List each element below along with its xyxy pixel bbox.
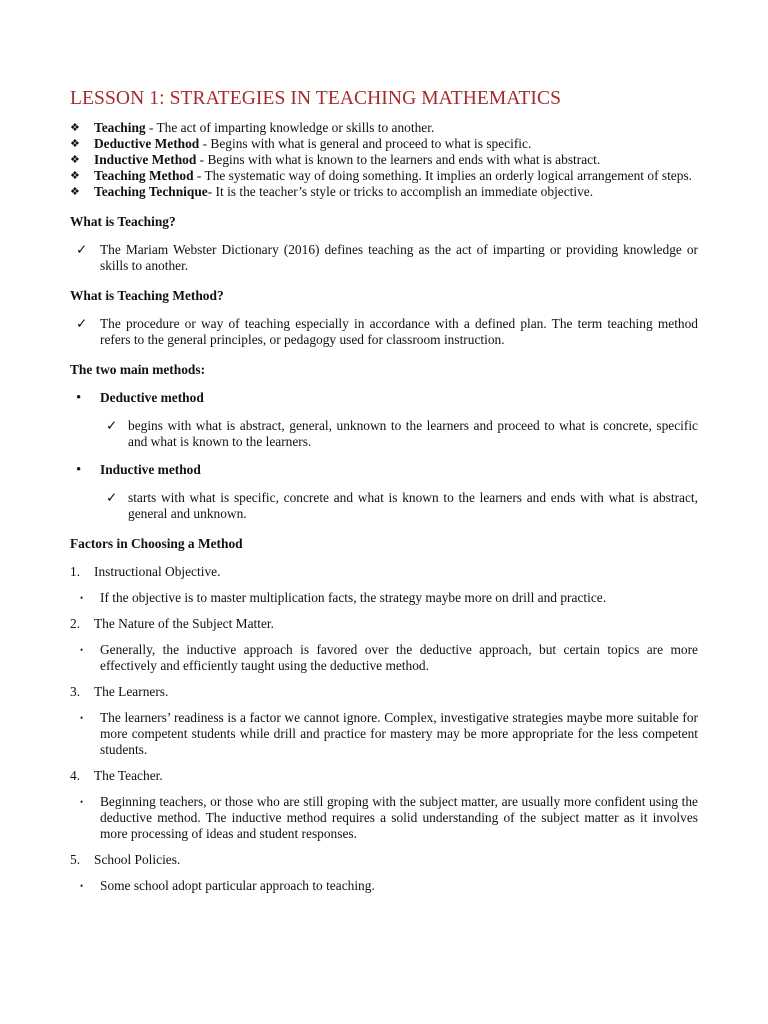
paragraph: Generally, the inductive approach is favored over the deductive approach, but certain topics are more effectively and efficiently taught using the deductive method. [100,642,698,673]
definition-list [70,120,698,200]
factor-number: 4. [70,768,81,783]
factor-number: 5. [70,852,81,867]
factor-label: The Nature of the Subject Matter. [94,616,274,631]
bullet-item [70,390,698,406]
factor-label: The Learners. [94,684,169,699]
section-heading: What is Teaching? [70,214,176,229]
definition-text: - Begins with what is known to the learners and ends with what is abstract. [196,152,601,167]
diamond-bullet-icon: ❖ [70,186,80,198]
diamond-bullet-icon: ❖ [70,170,80,182]
factor-number: 1. [70,564,81,579]
paragraph: The learners’ readiness is a factor we cannot ignore. Complex, investigative strategies maybe more suitable for more competent students while drill and practice for mastery may be more appropriate for the less competent students. [100,710,698,757]
definition-item [70,136,698,152]
factor-detail [70,590,698,606]
section-heading: What is Teaching Method? [70,288,224,303]
factor-number: 3. [70,684,81,699]
factor-item [70,564,698,580]
diamond-bullet-icon: ❖ [70,154,80,166]
bullet-icon: • [76,390,82,406]
factor-number: 2. [70,616,81,631]
check-item [70,242,698,274]
factor-label: The Teacher. [94,768,163,783]
factor-item [70,616,698,632]
checkmark-icon: ✓ [76,316,88,331]
definition-term: Deductive Method [94,136,200,151]
bullet-item [70,462,698,478]
factor-detail [70,878,698,894]
check-item [70,316,698,348]
paragraph: The Mariam Webster Dictionary (2016) defines teaching as the act of imparting or providing knowledge or skills to another. [100,242,698,273]
bullet-icon: • [80,713,84,723]
definition-term: Teaching Method [94,168,194,183]
diamond-bullet-icon: ❖ [70,122,80,134]
paragraph: If the objective is to master multiplication facts, the strategy maybe more on drill and practice. [100,590,607,605]
section-heading: The two main methods: [70,362,206,377]
definition-text: - Begins with what is general and proceed to what is specific. [199,136,532,151]
factor-item [70,684,698,700]
diamond-bullet-icon: ❖ [70,138,80,150]
bullet-icon: • [80,645,84,655]
factor-label: Instructional Objective. [94,564,221,579]
paragraph: Beginning teachers, or those who are still groping with the subject matter, are usually more confident using the deductive method. The inductive method requires a solid understanding of the subject matter as it involves more processing of ideas and student responses. [100,794,698,841]
bullet-icon: • [80,797,84,807]
paragraph: begins with what is abstract, general, unknown to the learners and proceed to what is concrete, specific and what is known to the learners. [128,418,698,449]
factor-item [70,852,698,868]
definition-text: - The act of imparting knowledge or skills to another. [145,120,435,135]
definition-term: Teaching Technique [94,184,208,199]
section-heading: Factors in Choosing a Method [70,536,243,551]
checkmark-icon: ✓ [106,490,118,505]
factor-detail [70,794,698,842]
check-item [70,418,698,450]
check-item [70,490,698,522]
definition-item [70,120,698,136]
definition-item [70,152,698,168]
factor-detail [70,642,698,674]
bullet-icon: • [80,881,84,891]
definition-term: Inductive Method [94,152,197,167]
paragraph: The procedure or way of teaching especially in accordance with a defined plan. The term teaching method refers to the general principles, or pedagogy used for classroom instruction. [100,316,698,347]
definition-item [70,168,698,184]
definition-text: - The systematic way of doing something. It implies an orderly logical arrangement of steps. [193,168,693,183]
method-label: Deductive method [100,390,204,405]
factor-item [70,768,698,784]
bullet-icon: • [76,462,82,478]
bullet-icon: • [80,593,84,603]
definition-item [70,184,698,200]
factor-list [70,564,698,894]
checkmark-icon: ✓ [76,242,88,257]
paragraph: starts with what is specific, concrete and what is known to the learners and ends with what is abstract, general and unknown. [128,490,698,521]
lesson-title: LESSON 1: STRATEGIES IN TEACHING MATHEMATICS [70,88,562,109]
definition-text: - It is the teacher’s style or tricks to accomplish an immediate objective. [207,184,594,199]
factor-label: School Policies. [94,852,181,867]
checkmark-icon: ✓ [106,418,118,433]
paragraph: Some school adopt particular approach to teaching. [100,878,375,893]
method-label: Inductive method [100,462,201,477]
definition-term: Teaching [94,120,146,135]
factor-detail [70,710,698,758]
